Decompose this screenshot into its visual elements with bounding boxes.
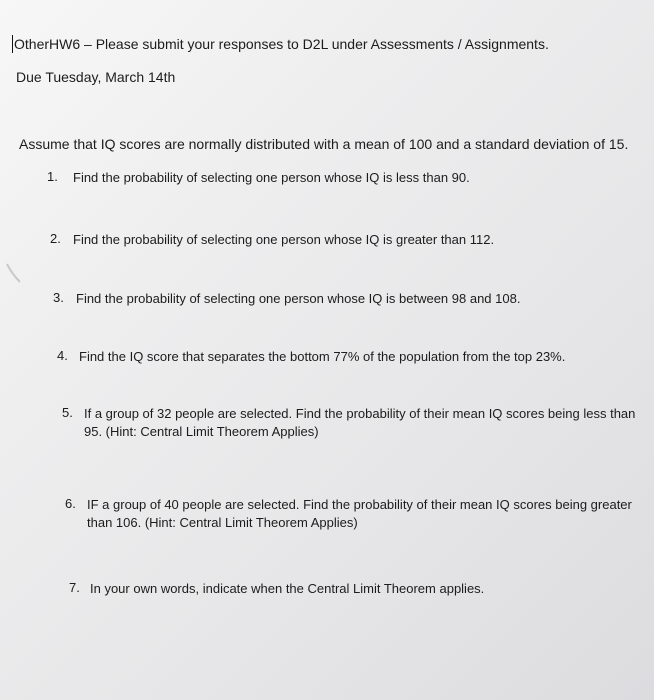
question-5	[62, 405, 642, 445]
question-text: Find the probability of selecting one person whose IQ is less than 90.	[73, 170, 470, 185]
question-number: 7.	[69, 580, 80, 595]
question-text: Find the probability of selecting one person whose IQ is between 98 and 108.	[76, 291, 521, 306]
text-cursor	[12, 35, 13, 53]
problem-intro: Assume that IQ scores are normally distributed with a mean of 100 and a standard deviation of 15.	[19, 136, 629, 152]
question-2	[50, 231, 610, 251]
question-text: Find the IQ score that separates the bottom 77% of the population from the top 23%.	[79, 349, 566, 364]
question-number: 4.	[57, 348, 68, 363]
question-3	[53, 290, 613, 310]
due-date: Due Tuesday, March 14th	[16, 69, 176, 85]
question-4	[57, 348, 637, 368]
margin-pencil-mark	[4, 262, 24, 284]
question-number: 5.	[62, 405, 73, 420]
question-text: In your own words, indicate when the Central Limit Theorem applies.	[90, 581, 485, 596]
question-7	[69, 580, 629, 600]
question-number: 6.	[65, 496, 76, 511]
question-number: 3.	[53, 290, 64, 305]
question-1	[47, 169, 607, 189]
question-number: 1.	[47, 169, 58, 184]
question-number: 2.	[50, 231, 61, 246]
question-text: Find the probability of selecting one person whose IQ is greater than 112.	[73, 232, 495, 247]
question-text: If a group of 32 people are selected. Find the probability of their mean IQ scores being less than 95. (Hint: Central Limit Theorem Applies)	[84, 406, 636, 439]
assignment-title: OtherHW6 – Please submit your responses to D2L under Assessments / Assignments.	[14, 36, 549, 52]
question-text: IF a group of 40 people are selected. Find the probability of their mean IQ scores being greater than 106. (Hint: Central Limit Theorem Applies)	[87, 497, 632, 530]
question-6	[65, 496, 635, 536]
